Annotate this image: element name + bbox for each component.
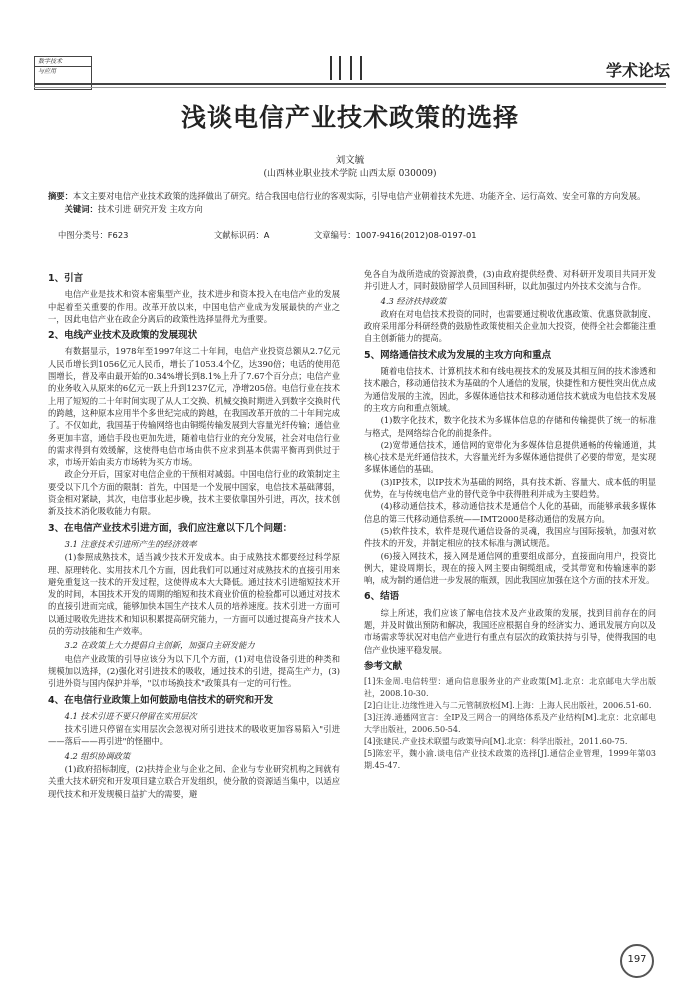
subsection-heading: 3.2 在政策上大力提倡自主创新，加强自主研发能力 bbox=[64, 640, 255, 651]
reference-item: [1]朱金周.电信转型：通向信息服务业的产业政策[M].北京：北京邮电大学出版社，2008.10-30. bbox=[364, 677, 656, 699]
page-number: 197 bbox=[620, 944, 654, 978]
paragraph: (4)移动通信技术，移动通信技术是通信个人化的基础，而能够承载多媒体信息的第三代移动通信系统——IMT2000是移动通信的发展方向。 bbox=[364, 501, 656, 524]
paragraph: 政企分开后，国家对电信企业的干预相对减弱。中国电信行业的政策制定主要受以下几个方面的限制：首先，中国是一个发展中国家，电信技术基础薄弱，资金相对紧缺，其次，电信事业起步晚，技术主要依靠国外引进，再次，技术创新及技术消化吸收能力有限。 bbox=[48, 469, 340, 517]
paragraph: (5)软件技术，软件是现代通信设备的灵魂，我国应与国际接轨，加强对软件技术的开发，并制定相应的技术标准与测试规范。 bbox=[364, 525, 656, 549]
logo-line1: 数字技术 bbox=[35, 57, 91, 67]
paragraph: (2)宽带通信技术，通信网的宽带化为多媒体信息提供通畅的传输通道，其核心技术是光纤通信技术，大容量光纤为多媒体通信提供了必要的带宽，是实现多媒体通信的基础。 bbox=[364, 439, 656, 475]
reference-item: [4]张建民.产业技术联盟与政策导向[M].北京：科学出版社，2011.60-75. bbox=[364, 737, 628, 747]
paragraph: 有数据显示，1978年至1997年这二十年间，电信产业投资总额从2.7亿元人民币增长到1056亿元人民币，增长了1053.4个亿，达390倍；电话的使用范围增长，普及率由最开始的0.34%增长到8.1%上升了7.67个百分点；电信产业的业务收入从原来的6亿元一跃上升到1237亿元，净增205倍。电信行业在技术上用了短短的二十年时间实现了从人工交换、机械交换时期进入到数字交换时代的跨越，这种原本应用半个多世纪完成的跨越，在我国改革开放的二十年间完成了。不仅如此，我国基于传输网络也由铜缆传输发展到大容量光纤传输；通信业务更加丰富，通信手段也更加先进，随着电信行业的充分发展，社会对电信行业的需求得到有效缓解，这使得电信市场由供不应求到基本供需平衡再到供过于求，市场开始由卖方市场转为买方市场。 bbox=[48, 346, 340, 468]
header-stripes bbox=[330, 56, 370, 80]
section-heading: 5、网络通信技术成为发展的主攻方向和重点 bbox=[364, 349, 552, 361]
right-column bbox=[364, 268, 656, 772]
logo-line2: 与应用 bbox=[38, 68, 57, 75]
section-title: 学术论坛 bbox=[605, 61, 670, 80]
left-column bbox=[48, 268, 340, 800]
abstract bbox=[48, 190, 656, 216]
paragraph: 电信产业政策的引导应该分为以下几个方面，(1)对电信设备引进的种类和规模加以选择，(2)强化对引进技术的吸收，通过技术的引进，提高生产力，(3)引进外资与国内保护并举，"以市场换技术"政策具有一定的可行性。 bbox=[48, 653, 340, 689]
abstract-label: 摘要： bbox=[48, 191, 73, 201]
subsection-heading: 4.2 组织协调政策 bbox=[64, 750, 131, 761]
section-heading: 2、电线产业技术及政策的发展现状 bbox=[48, 330, 198, 342]
abstract-text: 本文主要对电信产业技术政策的选择做出了研究。结合我国电信行业的客观实际，引导电信产业朝着技术先进、功能齐全、运行高效、安全可靠的方向发展。 bbox=[72, 191, 646, 201]
section-heading: 3、在电信产业技术引进方面，我们应注意以下几个问题： bbox=[48, 522, 293, 534]
paragraph: (1)政府招标制度，(2)扶持企业与企业之间、企业与专业研究机构之间就有关重大技术研究和开发项目建立联合开发组织，使分散的资源适当集中，以适应现代技术和开发规模日益扩大的需要，避 bbox=[48, 763, 340, 799]
doc-code: 文献标识码：A bbox=[214, 230, 270, 240]
paragraph: (3)IP技术，以IP技术为基础的网络，具有技术新、容量大、成本低的明显优势，在与传统电信产业的替代竞争中获得胜利并成为主要趋势。 bbox=[364, 476, 656, 500]
paragraph: 随着电信技术、计算机技术和有线电视技术的发展及其相互间的技术渗透和技术融合，移动通信技术为基础的个人通信的发展，快捷性和方便性突出优点成为通信发展的主流，因此，多媒体通信技术和移动通信技术就成为电信技术发展的主攻方向和重点领域。 bbox=[364, 366, 656, 413]
clc-number: 中图分类号：F623 bbox=[58, 230, 129, 240]
header-rule bbox=[34, 83, 666, 85]
paragraph: 综上所述，我们应该了解电信技术及产业政策的发展，找到目前存在的问题，并及时做出预防和解决，我国还应根据自身的经济实力、通讯发展方向以及市场需求等状况对电信产业进行有重点有层次的政策扶持与引导，使得我国的电信产业快速平稳发展。 bbox=[364, 607, 656, 655]
affiliation: (山西林业职业技术学院 山西太原 030009) bbox=[263, 169, 437, 179]
paragraph: (1)数字化技术，数字化技术为多媒体信息的存储和传输提供了统一的标准与格式，是网络综合化的前提条件。 bbox=[364, 415, 656, 438]
section-heading: 4、在电信行业政策上如何鼓励电信技术的研究和开发 bbox=[48, 694, 274, 706]
article-title: 浅谈电信产业技术政策的选择 bbox=[180, 103, 519, 132]
header-rule-thin bbox=[34, 87, 666, 88]
paragraph: 政府在对电信技术投资的同时，也需要通过税收优惠政策、优惠贷款制度、政府采用部分科研经费的鼓励性政策使相关企业加大投资，使得全社会都能注重自主创新能力的提高。 bbox=[364, 308, 656, 344]
article-number: 文章编号：1007-9416(2012)08-0197-01 bbox=[314, 230, 477, 240]
section-heading: 参考文献 bbox=[364, 660, 403, 672]
paragraph: 电信产业是技术和资本密集型产业，技术进步和资本投入在电信产业的发展中起着至关重要的作用。改革开放以来，中国电信产业成为发展最快的产业之一，因此电信产业在政企分离后的政策性选择显得尤为重要。 bbox=[48, 289, 340, 324]
keywords-label: 关键词： bbox=[64, 204, 98, 214]
section-heading: 6、结语 bbox=[364, 591, 400, 603]
author: 刘文毓 bbox=[335, 155, 365, 166]
paragraph: 免各自为战所造成的资源浪费，(3)由政府提供经费、对科研开发项目共同开发并引进人才，同时鼓励留学人员回国科研，以此加强过内外技术交流与合作。 bbox=[364, 269, 656, 292]
subsection-heading: 4.3 经济扶持政策 bbox=[380, 295, 447, 306]
keywords-text: 技术引进 研究开发 主攻方向 bbox=[97, 204, 203, 214]
paragraph: (6)接入网技术，接入网是通信网的重要组成部分，直接面向用户，投资比例大，建设周期长，现在的接入网主要由铜缆组成，受其带宽和传输速率的影响，成为制约通信进一步发展的瓶颈，因此我国应加强在这个方面的技术开发。 bbox=[364, 550, 656, 586]
subsection-heading: 4.1 技术引进不要只停留在实用层次 bbox=[64, 710, 197, 721]
paragraph: 技术引进只停留在实用层次会忽视对所引进技术的吸收更加容易陷入"引进——落后——再引进"的怪圈中。 bbox=[48, 724, 340, 747]
reference-item: [2]白让让.边缘性进入与二元管制放松[M].上海：上海人民出版社，2006.51-60. bbox=[364, 701, 652, 711]
reference-item: [5]陈宏平，魏小渝.谈电信产业技术政策的选择[J].通信企业管理，1999年第03期.45-47. bbox=[364, 749, 656, 771]
section-heading: 1、引言 bbox=[48, 273, 84, 284]
paragraph: (1)参照成熟技术，适当减少技术开发成本。由于成熟技术都要经过科学原理、原理转化、实用技术几个方面，因此我们可以通过对成熟技术的直接引用来避免重复这一技术的开发过程，这使得成本大大降低。通过技术引进缩短技术开发的时间，本国技术开发的周期的缩短和技术商业价值的检验都可以通过对技术的直接引进而完成，能够加快本国生产技术人员的培养速度。技术引进一方面可以通过吸收先进技术和知识积累提高研究能力，一方面可以通过提高身产技术人员的劳动技能和生产效率。 bbox=[48, 552, 340, 637]
subsection-heading: 3.1 注意技术引进所产生的经济效率 bbox=[64, 538, 197, 549]
reference-item: [3]汪涛.通播网宣言：全IP及三网合一的网络体系及产业结构[M].北京：北京邮电大学出版社，2006.50-54. bbox=[364, 713, 656, 735]
